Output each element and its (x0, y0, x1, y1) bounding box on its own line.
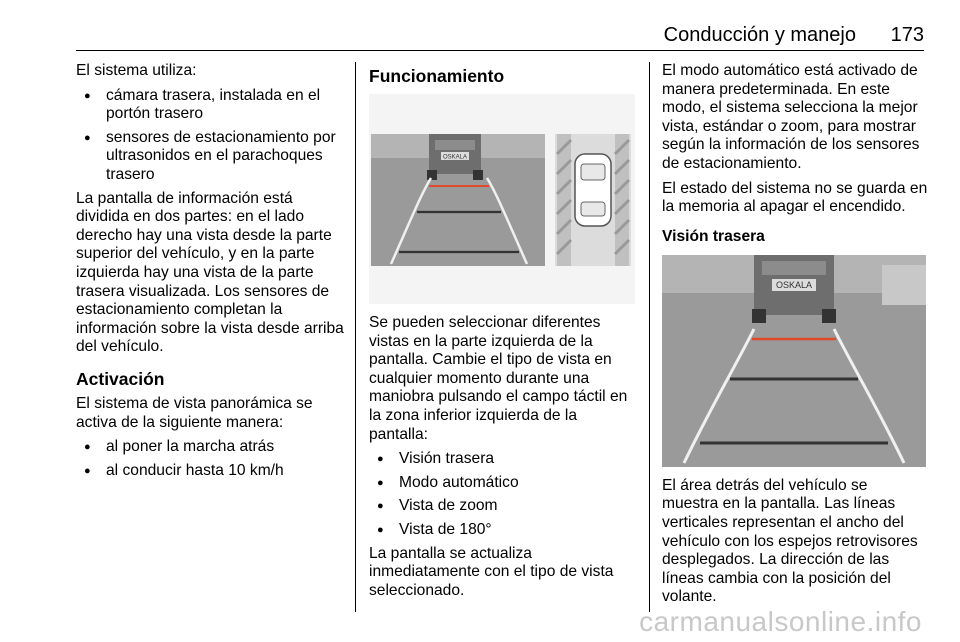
list-item: ● Vista de zoom (369, 497, 635, 516)
views-list (369, 450, 635, 539)
rear-camera-view (371, 134, 545, 266)
list-item: ● Visión trasera (369, 450, 635, 469)
list-item: ● Modo automático (369, 474, 635, 493)
rear-view-description: El área detrás del vehículo se muestra en la pantalla. Las líneas verticales representan el ancho del vehículo con los espejos retrovisores desplegados. La dirección de las líneas cambia con la posición del volante. (662, 476, 918, 606)
list-item: ● al poner la marcha atrás (76, 438, 344, 457)
update-description: La pantalla se actualiza inmediatamente con el tipo de vista seleccionado. (369, 544, 614, 599)
list-item: ● cámara trasera, instalada en el portón trasero (76, 87, 344, 124)
column-left (76, 62, 344, 485)
rear-view-illustration (662, 255, 926, 467)
activation-intro: El sistema de vista panorámica se activa de la siguiente manera: (76, 394, 313, 431)
auto-mode-description: El modo automático está activado de manera predeterminada. En este modo, el sistema selecciona la mejor vista, estándar o zoom, para mostrar según la información de los sensores de estacionamiento. (662, 62, 920, 172)
page-number: 173 (890, 24, 924, 46)
rear-view-heading: Visión trasera (662, 227, 765, 245)
svg-text:OSKALA: OSKALA (442, 154, 468, 161)
watermark: carmanualsonline.info (639, 606, 922, 637)
section-title: Conducción y manejo (663, 24, 856, 46)
activation-heading: Activación (76, 368, 165, 389)
system-intro: El sistema utiliza: (76, 62, 197, 79)
svg-text:OSKALA: OSKALA (775, 279, 813, 290)
activation-list (76, 438, 344, 480)
screen-description: La pantalla de información está dividida en dos partes: en el lado derecho hay una vista desde la parte superior del vehículo, y en la parte izquierda hay una vista de la parte trasera visualizada. Los sensores de estacionamiento completan la información sobre la vista desde arriba del vehículo. (76, 189, 344, 356)
column-right (662, 62, 928, 613)
column-divider (355, 62, 356, 612)
state-description: El estado del sistema no se guarda en la memoria al apagar el encendido. (662, 179, 928, 216)
list-item: ● al conducir hasta 10 km/h (76, 462, 344, 481)
top-view (555, 134, 631, 266)
components-list (76, 87, 344, 185)
views-description: Se pueden seleccionar diferentes vistas en la parte izquierda de la pantalla. Cambie el tipo de vista en cualquier momento durante una maniobra pulsando el campo táctil en la zona inferior izquierda de la pantalla: (369, 314, 628, 443)
list-item: ● Vista de 180° (369, 521, 635, 540)
split-view-illustration (369, 94, 635, 304)
operation-heading: Funcionamiento (369, 66, 505, 86)
column-middle (369, 62, 635, 606)
list-item: ● sensores de estacionamiento por ultrasonidos en el parachoques trasero (76, 129, 344, 185)
column-divider (649, 62, 650, 612)
page-header (76, 22, 924, 51)
